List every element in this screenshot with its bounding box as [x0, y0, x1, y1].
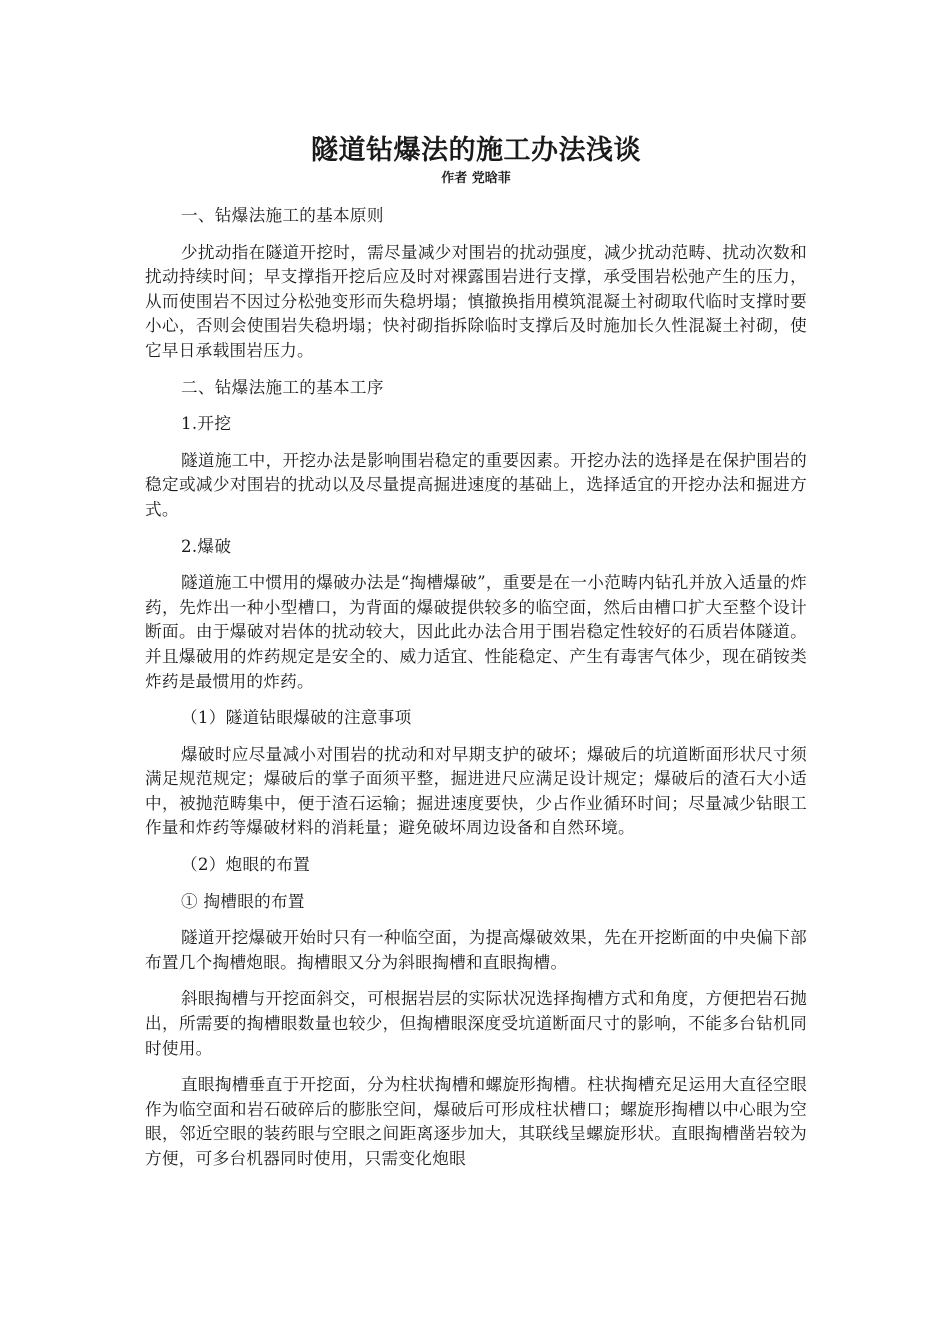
paragraph-blasting-notes: 爆破时应尽量减小对围岩的扰动和对早期支护的破坏；爆破后的坑道断面形状尺寸须满足规范规定；爆破后的掌子面须平整，掘进进尺应满足设计规定；爆破后的渣石大小适中，被抛范畴集中，便于渣石运输；掘进速度要快，少占作业循环时间；尽量减少钻眼工作量和炸药等爆破材料的消耗量；避免破坏周边设备和自然环境。 [145, 744, 807, 838]
paragraph-straight-cut: 直眼掏槽垂直于开挖面，分为柱状掏槽和螺旋形掏槽。柱状掏槽充足运用大直径空眼作为临空面和岩石破碎后的膨胀空间，爆破后可形成柱状槽口；螺旋形掏槽以中心眼为空眼，邻近空眼的装药眼与空眼之间距离逐步加大，其联线呈螺旋形状。直眼掏槽凿岩较为方便，可多台机器同时使用，只需变化炮眼 [145, 1075, 807, 1168]
section-heading-principles: 一、钻爆法施工的基本原则 [181, 206, 384, 225]
document-title: 隧道钻爆法的施工办法浅谈 [311, 135, 641, 166]
document-author: 作者 党晗菲 [441, 171, 511, 186]
subheading-cut-holes: ① 掏槽眼的布置 [181, 891, 305, 911]
section-heading-procedures: 二、钻爆法施工的基本工序 [181, 377, 384, 397]
paragraph-blasting: 隧道施工中惯用的爆破办法是“掏槽爆破”，重要是在一小范畴内钻孔并放入适量的炸药，先炸出一种小型槽口，为背面的爆破提供较多的临空面，然后由槽口扩大至整个设计断面。由于爆破对岩体的扰动较大，因此此办法合用于围岩稳定性较好的石质岩体隧道。并且爆破用的炸药规定是安全的、威力适宜、性能稳定、产生有毒害气体少，现在硝铵类炸药是最惯用的炸药。 [145, 573, 807, 691]
paragraph-principles: 少扰动指在隧道开挖时，需尽量减少对围岩的扰动强度，减少扰动范畴、扰动次数和扰动持续时间；早支撑指开挖后应及时对裸露围岩进行支撑，承受围岩松弛产生的压力，从而使围岩不因过分松弛变形而失稳坍塌；慎撤换指用模筑混凝土衬砌取代临时支撑时要小心，否则会使围岩失稳坍塌；快衬砌指拆除临时支撑后及时施加长久性混凝土衬砌，使它早日承载围岩压力。 [145, 242, 807, 360]
subheading-blasting-notes: （1）隧道钻眼爆破的注意事项 [181, 708, 412, 728]
paragraph-cut-holes: 隧道开挖爆破开始时只有一种临空面，为提高爆破效果，先在开挖断面的中央偏下部布置几个掏槽炮眼。掏槽眼又分为斜眼掏槽和直眼掏槽。 [145, 928, 807, 972]
subheading-blasting: 2.爆破 [181, 536, 232, 556]
subheading-excavation: 1.开挖 [181, 414, 232, 434]
paragraph-excavation: 隧道施工中，开挖办法是影响围岩稳定的重要因素。开挖办法的选择是在保护围岩的稳定或减少对围岩的扰动以及尽量提高掘进速度的基础上，选择适宜的开挖办法和掘进方式。 [145, 450, 807, 519]
document-body [145, 132, 807, 1184]
subheading-hole-layout: （2）炮眼的布置 [181, 855, 311, 875]
paragraph-angled-cut: 斜眼掏槽与开挖面斜交，可根据岩层的实际状况选择掏槽方式和角度，方便把岩石抛出，所需要的掏槽眼数量也较少，但掏槽眼深度受坑道断面尺寸的影响，不能多台钻机同时使用。 [145, 989, 807, 1058]
